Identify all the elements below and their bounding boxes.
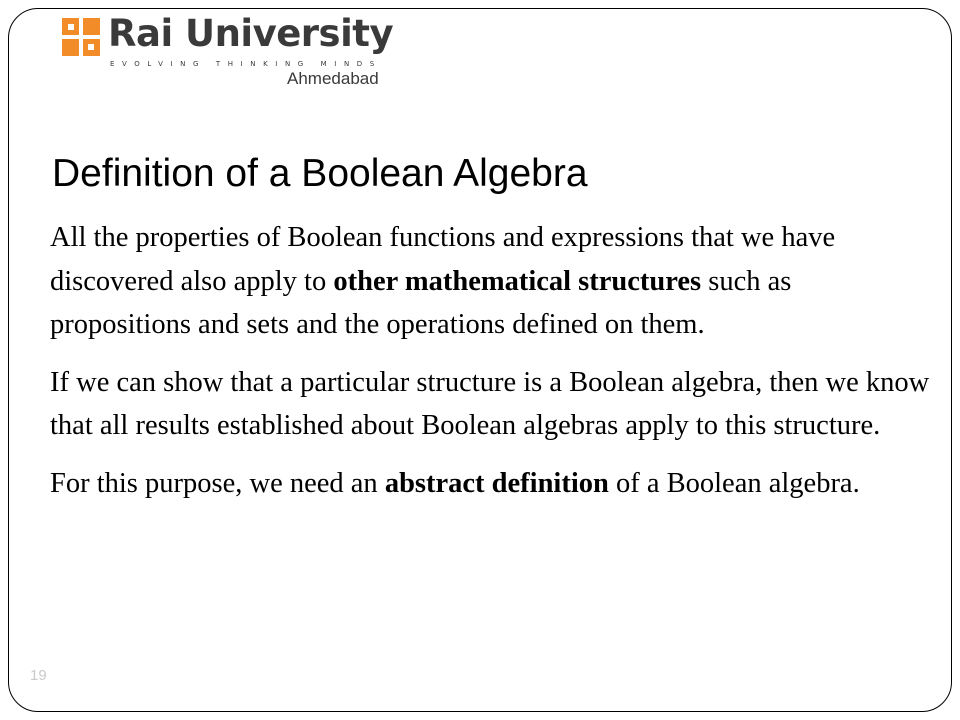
- logo-tagline: EVOLVING THINKING MINDS: [110, 60, 382, 68]
- page-number: 19: [30, 667, 47, 684]
- paragraph-1-emphasis: other mathematical structures: [333, 265, 702, 297]
- paragraph-2: If we can show that a particular structure is a Boolean algebra, then we know that all results established about Boolean algebras apply to this structure.: [50, 366, 930, 441]
- paragraph-3: [50, 462, 930, 506]
- slide-title: Definition of a Boolean Algebra: [52, 152, 588, 195]
- logo-name: Rai University: [108, 12, 394, 55]
- paragraph-3-emphasis: abstract definition: [384, 467, 609, 499]
- paragraph-3-tail: of a Boolean algebra.: [608, 467, 860, 499]
- paragraph-1-text: All the properties of Boolean functions and expressions that we have discovered also apply to: [50, 222, 836, 297]
- university-logo: [62, 14, 402, 90]
- logo-emblem-icon: [62, 18, 100, 56]
- paragraph-3-text: For this purpose, we need an: [50, 467, 385, 499]
- logo-campus: Ahmedabad: [287, 69, 379, 88]
- paragraph-1: [50, 216, 930, 347]
- slide-body: [50, 216, 930, 519]
- paragraph-1-tail: such as propositions and sets and the operations defined on them.: [50, 265, 792, 340]
